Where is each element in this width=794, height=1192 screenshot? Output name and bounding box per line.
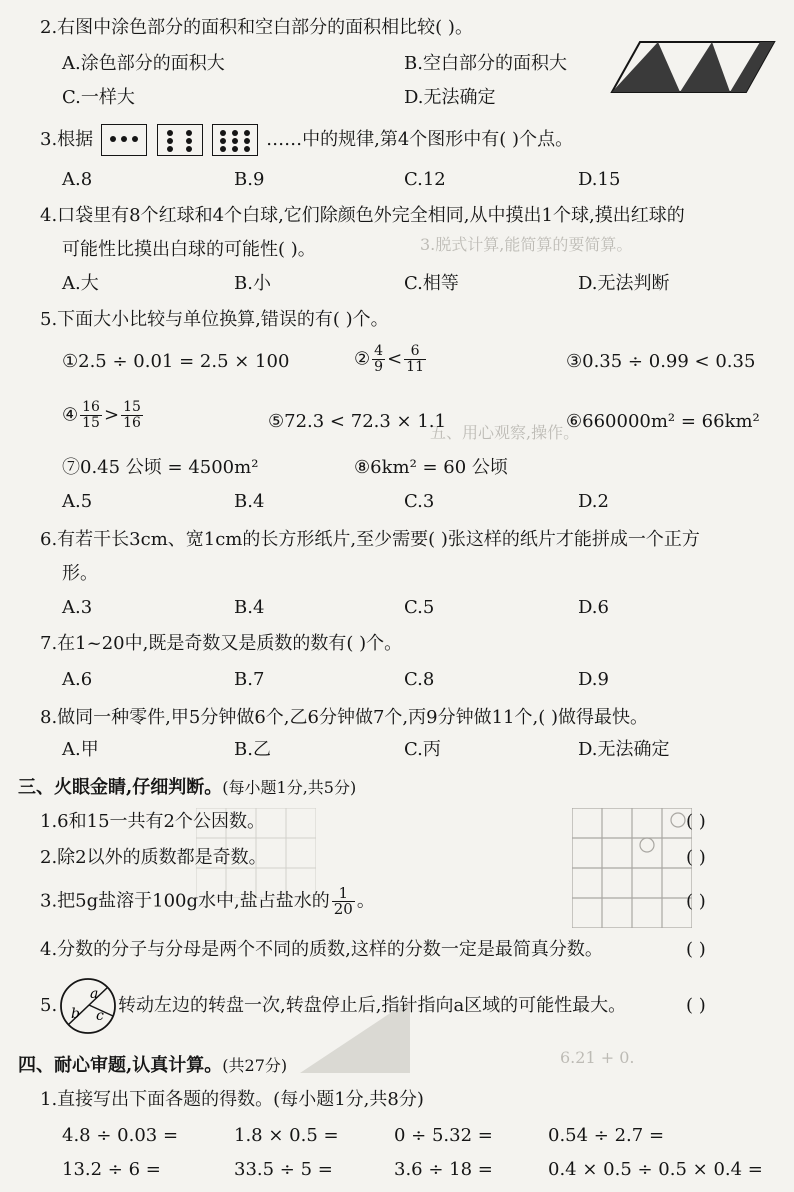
- fraction: $\frac{15}{16}$: [123, 399, 141, 431]
- question-7-option-b[interactable]: B.7: [234, 669, 265, 690]
- calc-8: 0.4 × 0.5 ÷ 0.5 × 0.4 =: [548, 1159, 763, 1180]
- question-4-option-b[interactable]: B.小: [234, 273, 271, 294]
- question-6-line-2: 形。: [62, 563, 98, 584]
- section-3-title: 三、火眼金睛,仔细判断。(每小题1分,共5分): [18, 777, 357, 798]
- judge-3-text: 3.把5g盐溶于100g水中,盐占盐水的 $\frac{1}{20}$ 。: [40, 884, 375, 918]
- question-5-item-6: ⑥660000m² = 66km²: [566, 411, 760, 432]
- question-8-option-b[interactable]: B.乙: [234, 739, 271, 760]
- question-4-option-d[interactable]: D.无法判断: [578, 273, 670, 294]
- shaded-parallelogram-figure: [610, 38, 780, 96]
- calc-7: 3.6 ÷ 18 =: [394, 1159, 493, 1180]
- question-7-option-a[interactable]: A.6: [62, 669, 93, 690]
- question-2-option-b[interactable]: B.空白部分的面积大: [404, 53, 567, 74]
- question-5-option-d[interactable]: D.2: [578, 491, 609, 512]
- judge-2-answer[interactable]: ( ): [686, 847, 706, 868]
- show-through-text: 6.21 + 0.: [560, 1048, 635, 1067]
- calc-1: 4.8 ÷ 0.03 =: [62, 1125, 179, 1146]
- question-4-line-1: 4.口袋里有8个红球和4个白球,它们除颜色外完全相同,从中摸出1个球,摸出红球的: [40, 205, 685, 226]
- question-5-item-4: ④ $\frac{16}{15}$ > $\frac{15}{16}$: [62, 399, 141, 431]
- question-5-item-8: ⑧6km² = 60 公顷: [354, 457, 508, 478]
- question-3-option-b[interactable]: B.9: [234, 169, 265, 190]
- question-2-text: 2.右图中涂色部分的面积和空白部分的面积相比较( )。: [40, 17, 473, 38]
- dot-figure-3: [212, 124, 258, 156]
- spinner-label-c: c: [96, 1008, 104, 1024]
- dot-figure-1: [101, 124, 147, 156]
- question-4-line-2: 可能性比摸出白球的可能性( )。: [62, 239, 316, 260]
- judge-1-text: 1.6和15一共有2个公因数。: [40, 811, 265, 832]
- fraction: $\frac{1}{20}$: [333, 884, 353, 918]
- question-5-item-1: ①2.5 ÷ 0.01 = 2.5 × 100: [62, 351, 290, 372]
- judge-2-text: 2.除2以外的质数都是奇数。: [40, 847, 267, 868]
- fraction: $\frac{4}{9}$: [374, 343, 384, 375]
- spinner-icon: [58, 976, 118, 1036]
- show-through-grid: [572, 808, 692, 928]
- question-8-text: 8.做同一种零件,甲5分钟做6个,乙6分钟做7个,丙9分钟做11个,( )做得最快。: [40, 707, 648, 728]
- judge-5-text: 5.: [40, 995, 58, 1016]
- question-8-option-a[interactable]: A.甲: [62, 739, 99, 760]
- question-3-option-d[interactable]: D.15: [578, 169, 621, 190]
- calc-5: 13.2 ÷ 6 =: [62, 1159, 161, 1180]
- question-2-option-a[interactable]: A.涂色部分的面积大: [62, 53, 225, 74]
- judge-3-answer[interactable]: ( ): [686, 891, 706, 912]
- judge-4-answer[interactable]: ( ): [686, 939, 706, 960]
- calc-2: 1.8 × 0.5 =: [234, 1125, 339, 1146]
- show-through-text: 五、用心观察,操作。: [430, 423, 580, 442]
- question-5-option-c[interactable]: C.3: [404, 491, 435, 512]
- question-2-option-c[interactable]: C.一样大: [62, 87, 135, 108]
- question-2-option-d[interactable]: D.无法确定: [404, 87, 496, 108]
- spinner-label-b: b: [71, 1006, 80, 1022]
- judge-1-answer[interactable]: ( ): [686, 811, 706, 832]
- question-3-text: [40, 124, 573, 156]
- question-5-item-3: ③0.35 ÷ 0.99 < 0.35: [566, 351, 756, 372]
- question-7-text: 7.在1~20中,既是奇数又是质数的数有( )个。: [40, 633, 403, 654]
- question-5-option-b[interactable]: B.4: [234, 491, 265, 512]
- question-6-option-d[interactable]: D.6: [578, 597, 609, 618]
- section-4-title: 四、耐心审题,认真计算。(共27分): [18, 1055, 288, 1076]
- question-6-option-c[interactable]: C.5: [404, 597, 435, 618]
- question-5-option-a[interactable]: A.5: [62, 491, 93, 512]
- question-3-suffix: ……中的规律,第4个图形中有( )个点。: [266, 129, 574, 150]
- question-4-option-a[interactable]: A.大: [62, 273, 99, 294]
- question-5-item-2: ② $\frac{4}{9}$ < $\frac{6}{11}$: [354, 343, 424, 375]
- question-7-option-d[interactable]: D.9: [578, 669, 609, 690]
- question-8-option-c[interactable]: C.丙: [404, 739, 441, 760]
- question-4-option-c[interactable]: C.相等: [404, 273, 459, 294]
- section-4-sub-1: 1.直接写出下面各题的得数。(每小题1分,共8分): [40, 1089, 424, 1110]
- fraction: $\frac{16}{15}$: [82, 399, 100, 431]
- judge-5-statement: 转动左边的转盘一次,转盘停止后,指针指向a区域的可能性最大。: [118, 995, 627, 1016]
- question-8-option-d[interactable]: D.无法确定: [578, 739, 670, 760]
- show-through-text: 3.脱式计算,能简算的要简算。: [420, 235, 633, 254]
- question-6-option-a[interactable]: A.3: [62, 597, 93, 618]
- question-5-text: 5.下面大小比较与单位换算,错误的有( )个。: [40, 309, 389, 330]
- question-3-prefix: 3.根据: [40, 129, 94, 150]
- question-3-option-c[interactable]: C.12: [404, 169, 446, 190]
- question-6-option-b[interactable]: B.4: [234, 597, 265, 618]
- question-5-item-7: ⑦0.45 公顷 = 4500m²: [62, 457, 259, 478]
- question-3-option-a[interactable]: A.8: [62, 169, 93, 190]
- judge-5-answer[interactable]: ( ): [686, 995, 706, 1016]
- judge-4-text: 4.分数的分子与分母是两个不同的质数,这样的分数一定是最简真分数。: [40, 939, 603, 960]
- spinner-label-a: a: [90, 986, 99, 1002]
- fraction: $\frac{6}{11}$: [406, 343, 424, 375]
- dot-figure-2: [157, 124, 203, 156]
- calc-4: 0.54 ÷ 2.7 =: [548, 1125, 665, 1146]
- calc-3: 0 ÷ 5.32 =: [394, 1125, 493, 1146]
- calc-6: 33.5 ÷ 5 =: [234, 1159, 333, 1180]
- question-7-option-c[interactable]: C.8: [404, 669, 435, 690]
- question-5-item-5: ⑤72.3 < 72.3 × 1.1: [268, 411, 446, 432]
- question-6-line-1: 6.有若干长3cm、宽1cm的长方形纸片,至少需要( )张这样的纸片才能拼成一个正方: [40, 529, 700, 550]
